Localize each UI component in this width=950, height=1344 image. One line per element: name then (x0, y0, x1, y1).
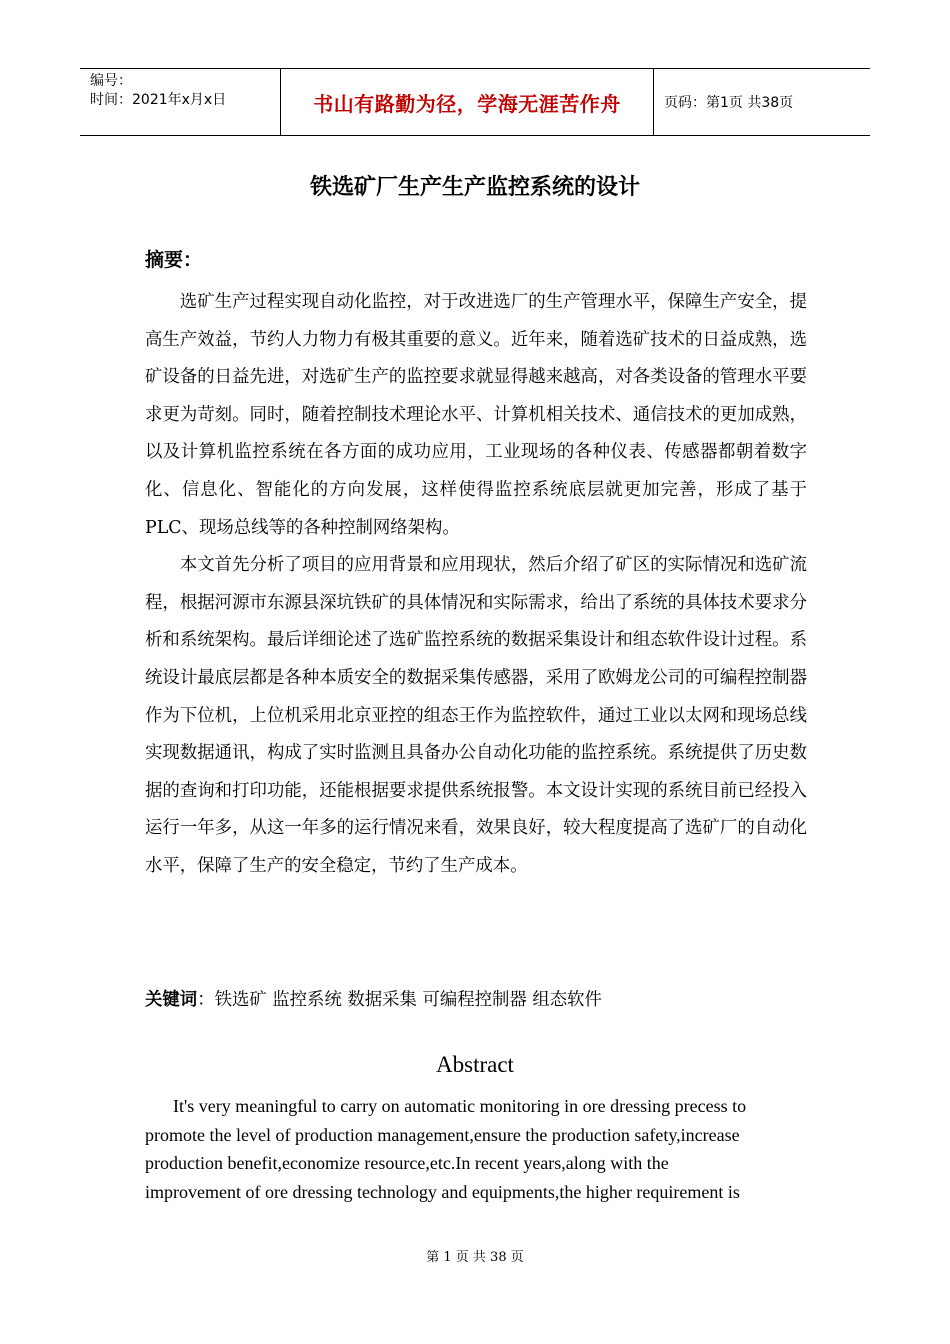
page-info: 页码：第1页 共38页 (664, 95, 794, 111)
header-motto-cell (281, 69, 654, 135)
page-footer: 第 1 页 共 38 页 (426, 1250, 524, 1265)
motto-text: 书山有路勤为径，学海无涯苦作舟 (313, 91, 621, 116)
abstract-cn-body (145, 284, 807, 886)
abstract-en-line-1: It's very meaningful to carry on automatic monitoring in ore dressing precess to (173, 1096, 747, 1116)
abstract-cn-paragraph-2: 本文首先分析了项目的应用背景和应用现状，然后介绍了矿区的实际情况和选矿流程，根据河源市东源县深坑铁矿的具体情况和实际需求，给出了系统的具体技术要求分析和系统架构。最后详细论述了选矿监控系统的数据采集设计和组态软件设计过程。系统设计最底层都是各种本质安全的数据采集传感器，采用了欧姆龙公司的可编程控制器作为下位机，上位机采用北京亚控的组态王作为监控软件，通过工业以太网和现场总线实现数据通讯，构成了实时监测且具备办公自动化功能的监控系统。系统提供了历史数据的查询和打印功能，还能根据要求提供系统报警。本文设计实现的系统目前已经投入运行一年多，从这一年多的运行情况来看，效果良好，较大程度提高了选矿厂的自动化水平，保障了生产的安全稳定，节约了生产成本。 (145, 555, 807, 876)
header-table (80, 68, 870, 136)
abstract-en-line-3: production benefit,economize resource,etc.In recent years,along with the (145, 1153, 669, 1174)
abstract-en-body (145, 1092, 807, 1207)
number-label: 编号： (90, 73, 132, 89)
keywords-items: ：铁选矿 监控系统 数据采集 可编程控制器 组态软件 (197, 990, 602, 1010)
abstract-cn-paragraph-1: 选矿生产过程实现自动化监控，对于改进选厂的生产管理水平，保障生产安全，提高生产效益，节约人力物力有极其重要的意义。近年来，随着选矿技术的日益成熟，选矿设备的日益先进，对选矿生产的监控要求就显得越来越高，对各类设备的管理水平要求更为苛刻。同时，随着控制技术理论水平、计算机相关技术、通信技术的更加成熟，以及计算机监控系统在各方面的成功应用，工业现场的各种仪表、传感器都朝着数字化、信息化、智能化的方向发展，这样使得监控系统底层就更加完善，形成了基于 PLC、现场总线等的各种控制网络架构。 (145, 292, 807, 538)
abstract-en-heading: Abstract (436, 1052, 514, 1077)
document-title: 铁选矿厂生产生产监控系统的设计 (309, 175, 640, 200)
header-page-cell (654, 69, 870, 135)
time-label: 时间：2021年x月x日 (90, 92, 227, 108)
abstract-en-line-4: improvement of ore dressing technology and equipments,the higher requirement is (145, 1182, 740, 1203)
header-meta-cell (80, 69, 281, 135)
keywords-label: 关键词 (145, 990, 198, 1010)
abstract-en-line-2: promote the level of production management,ensure the production safety,increase (145, 1124, 740, 1145)
abstract-cn-heading: 摘要： (145, 249, 203, 271)
keywords-line (145, 985, 602, 1015)
